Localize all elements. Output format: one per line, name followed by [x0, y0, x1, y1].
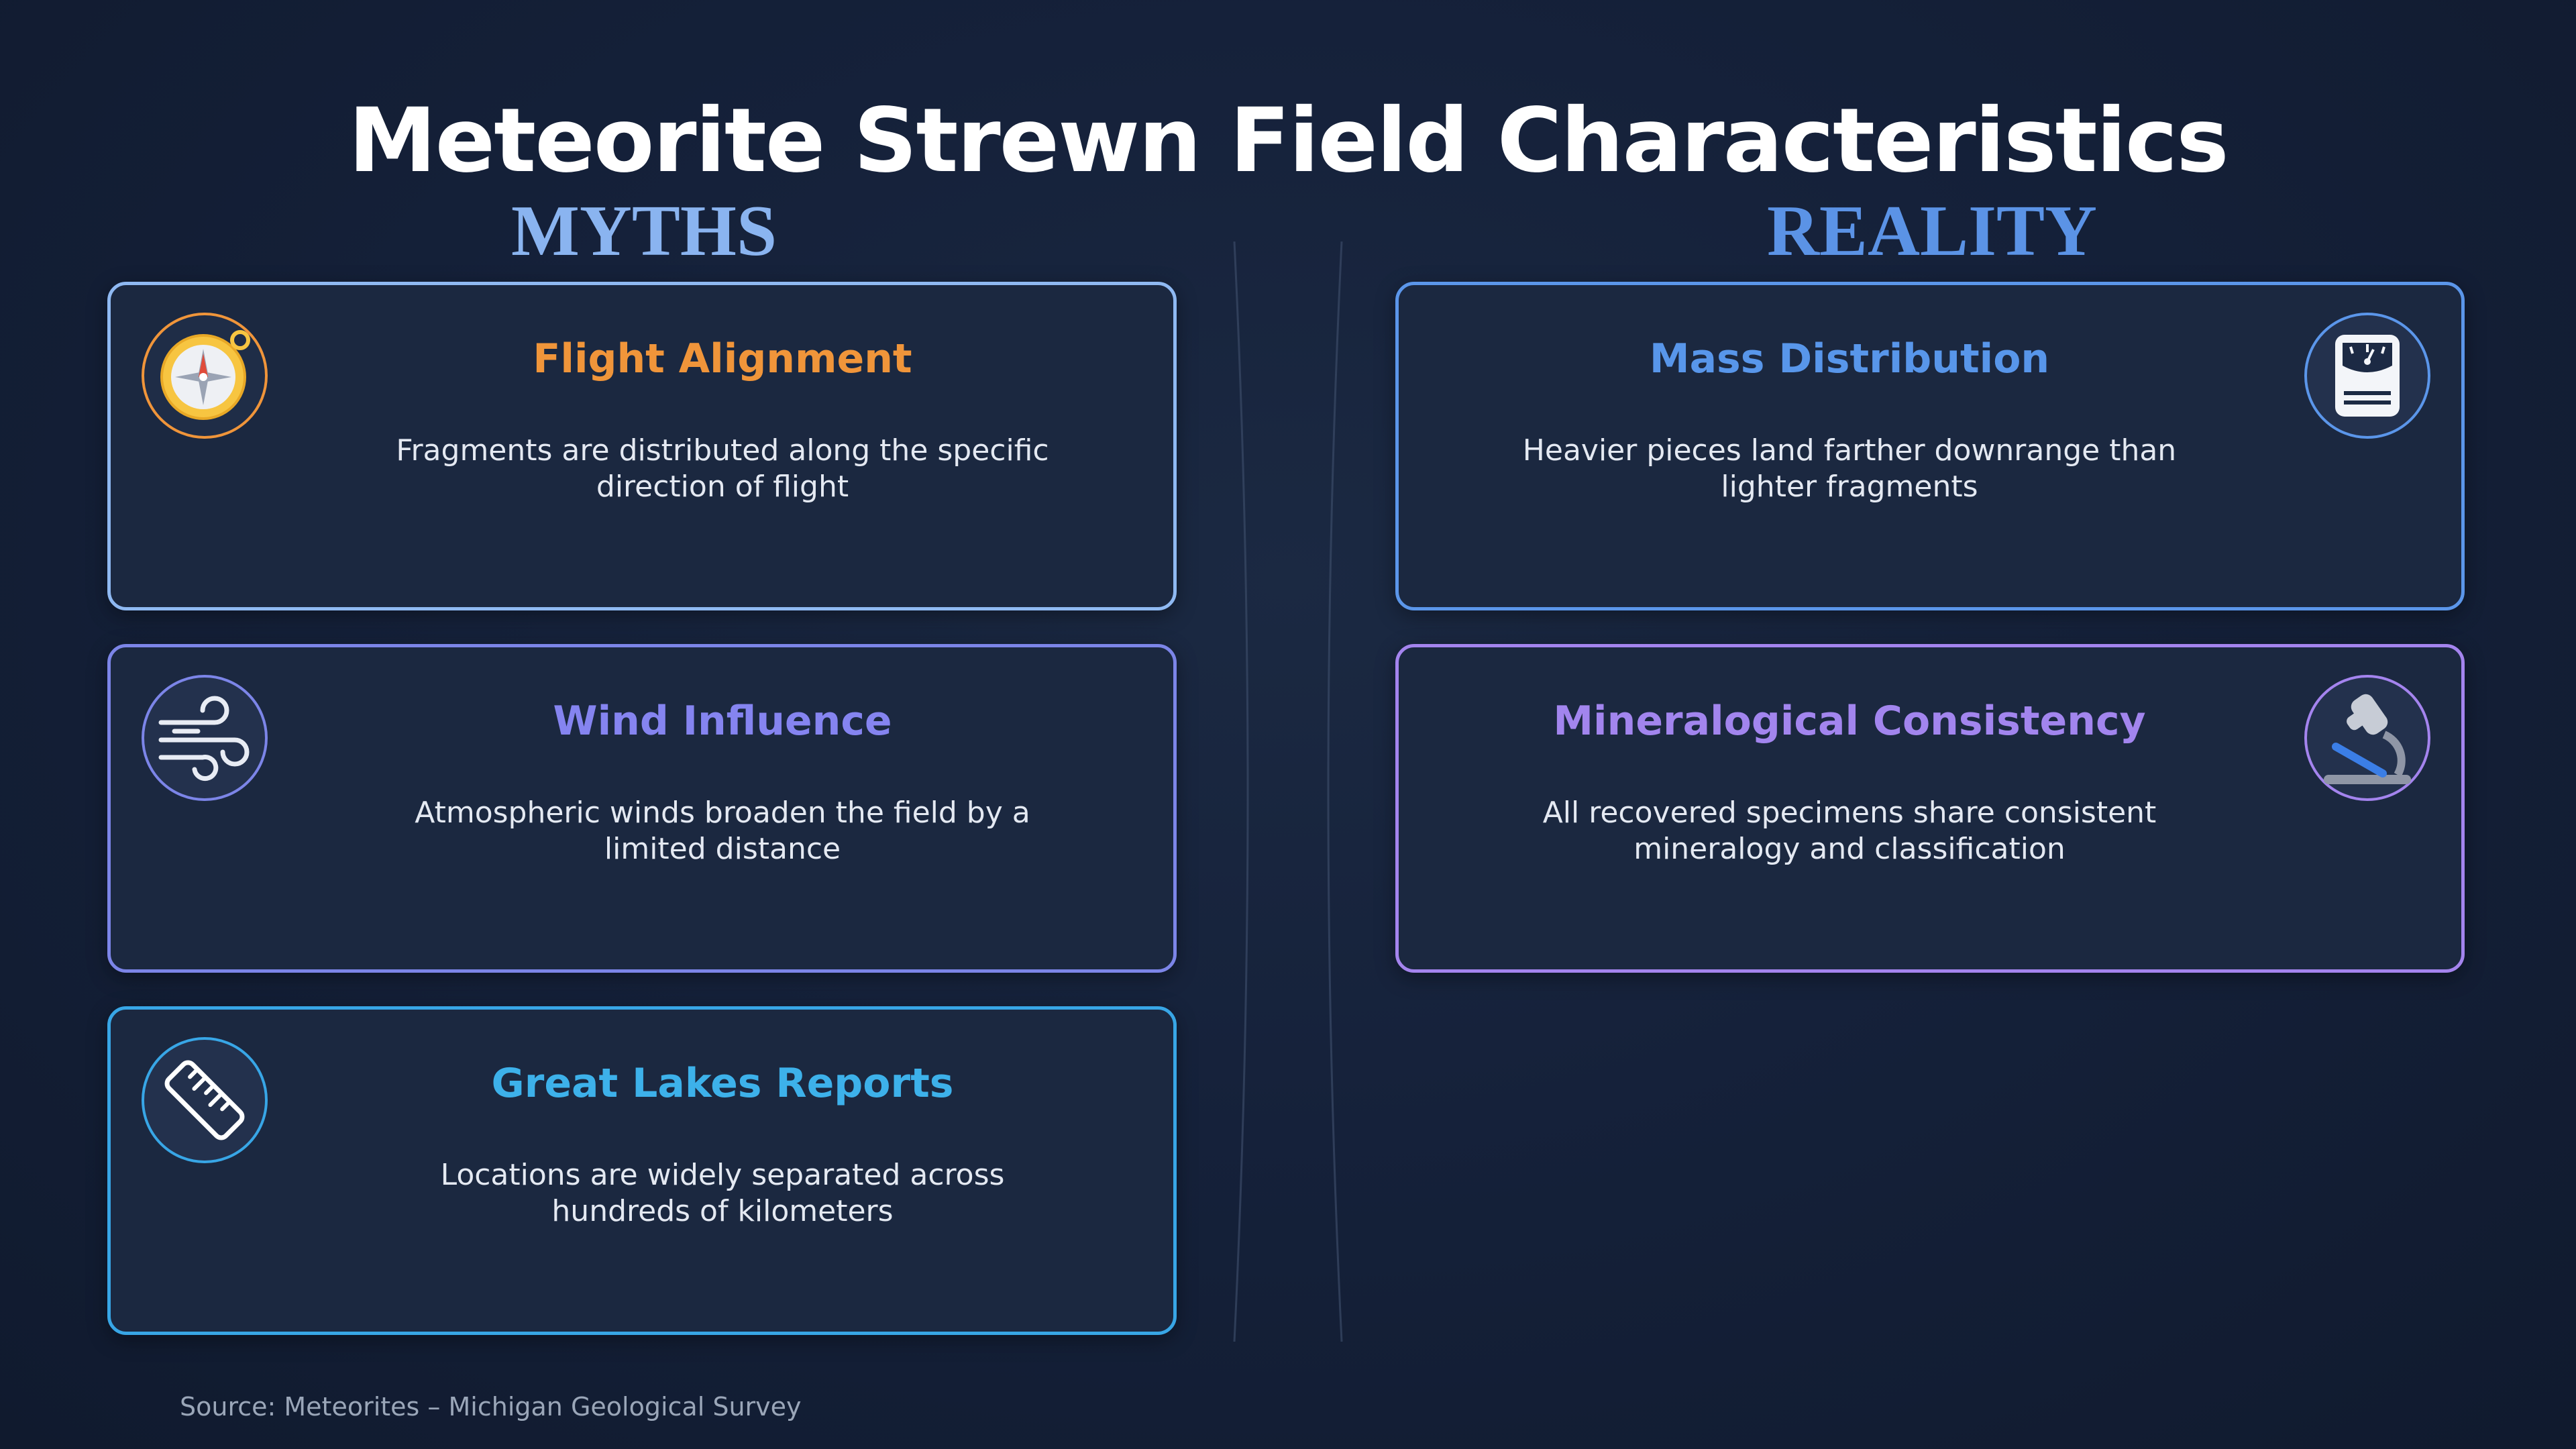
reality-card-mass-distribution: [1395, 282, 2465, 610]
myth-card-great-lakes-reports: [107, 1006, 1177, 1335]
reality-heading: REALITY: [1766, 191, 2098, 271]
card-text: Heavier pieces land farther downrange than lighter fragments: [1522, 433, 2177, 504]
card-text: Locations are widely separated across hundreds of kilometers: [440, 1158, 1005, 1228]
page-title: Meteorite Strewn Field Characteristics: [348, 89, 2228, 193]
card-title: Great Lakes Reports: [491, 1060, 954, 1107]
card-text: All recovered specimens share consistent mineralogy and classification: [1542, 796, 2157, 866]
card-title: Wind Influence: [553, 698, 892, 745]
card-text: Atmospheric winds broaden the field by a limited distance: [415, 796, 1030, 866]
reality-card-mineralogical-consistency: [1395, 644, 2465, 973]
card-text: Fragments are distributed along the specific direction of flight: [396, 433, 1049, 504]
myth-card-flight-alignment: [107, 282, 1177, 610]
card-title: Mass Distribution: [1649, 335, 2050, 382]
center-divider: [1221, 241, 1355, 1342]
myth-card-wind-influence: [107, 644, 1177, 973]
myths-heading: MYTHS: [511, 191, 777, 271]
source-note: Source: Meteorites – Michigan Geological Survey: [180, 1392, 802, 1421]
card-title: Flight Alignment: [533, 335, 912, 382]
card-title: Mineralogical Consistency: [1553, 698, 2146, 745]
